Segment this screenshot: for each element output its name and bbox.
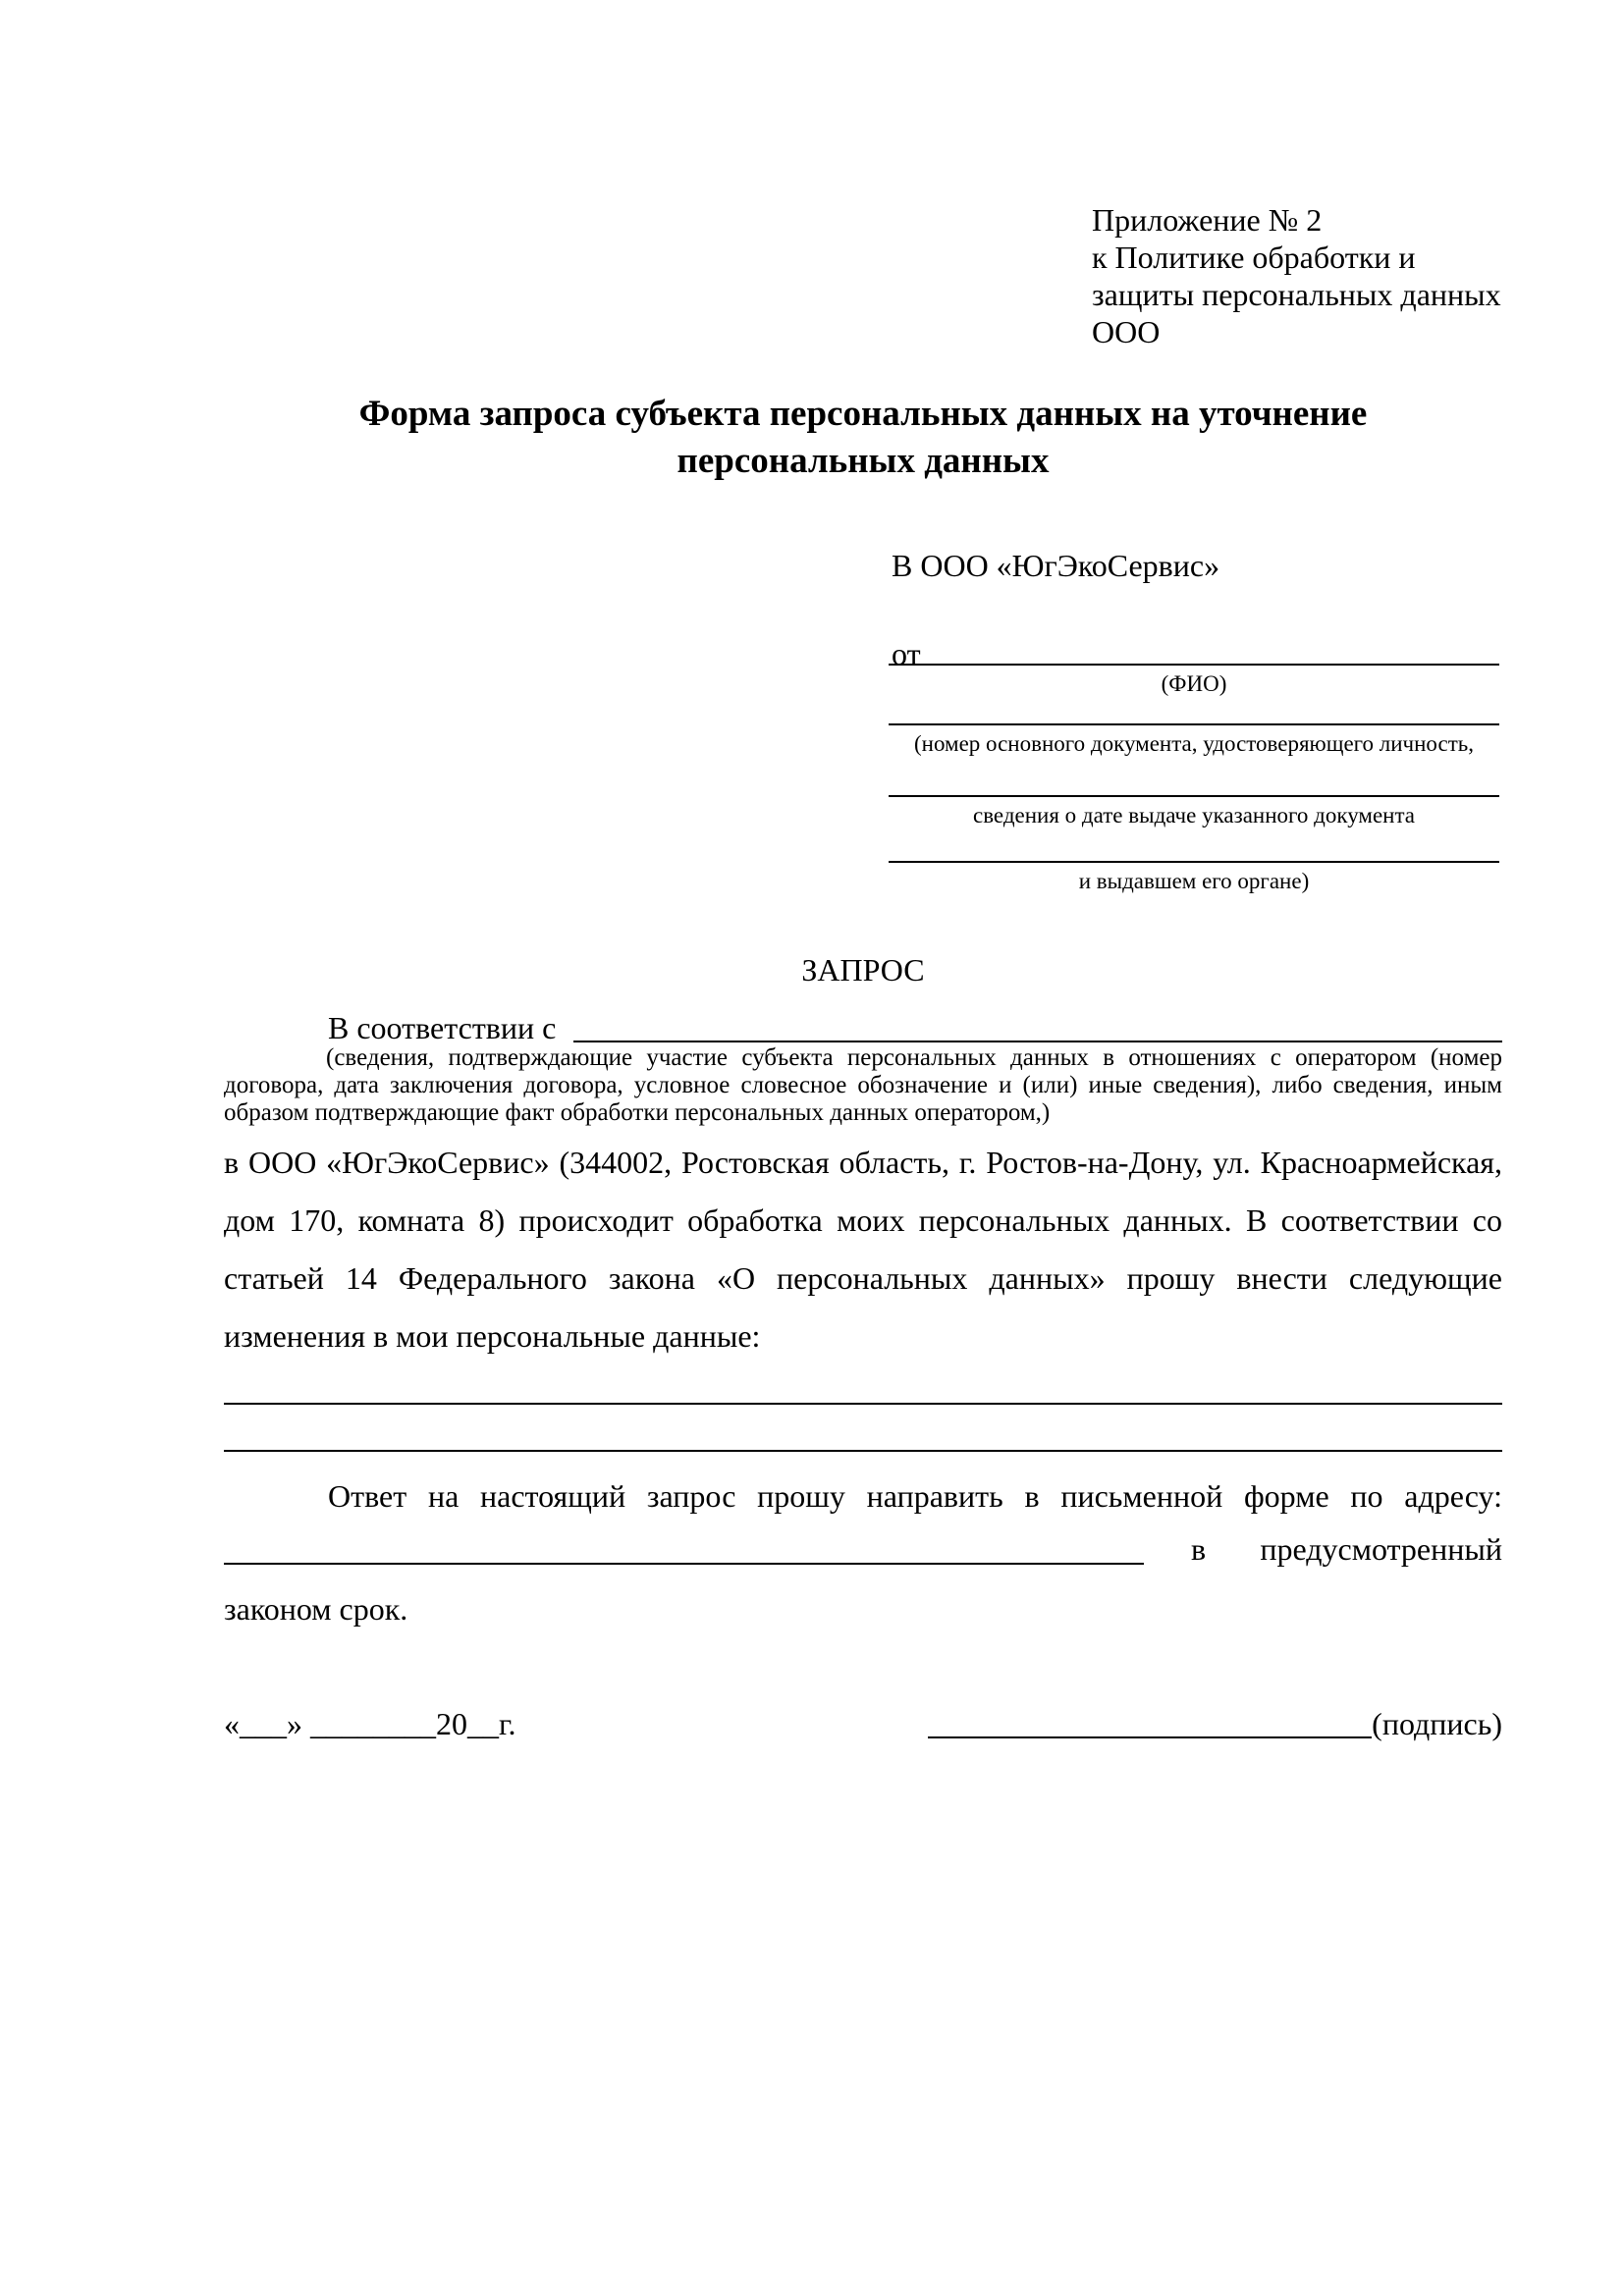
fill-field-issuing-authority — [889, 861, 1499, 894]
accordance-fill-line — [224, 1007, 1502, 1048]
fill-field-issuing-authority-caption: и выдавшем его органе) — [1078, 869, 1310, 893]
accordance-prefix: В соответствии с — [328, 1010, 565, 1045]
page-title — [224, 391, 1502, 485]
address-blank-line — [224, 1527, 1144, 1565]
fill-field-issue-date-caption: сведения о дате выдаче указанного документа — [972, 803, 1416, 828]
reply-word-v: в — [1191, 1531, 1207, 1567]
fill-field-issue-date — [889, 795, 1499, 828]
annex-note-line: Приложение № 2 — [1092, 202, 1323, 238]
changes-blank-line-2 — [224, 1450, 1502, 1452]
annex-note — [1092, 201, 1501, 350]
from-label: от — [892, 636, 921, 671]
fill-field-fio-caption: (ФИО) — [1161, 671, 1227, 696]
date-blank: «___» ________20__г. — [224, 1706, 516, 1741]
signature-blank-line — [928, 1703, 1372, 1738]
annex-note-line: защиты персональных данных — [1092, 277, 1501, 312]
request-heading: ЗАПРОС — [801, 952, 925, 988]
accordance-footnote: (сведения, подтверждающие участие субъекта персональных данных в отношениях с оператором (номер договора, дата заключения договора, условное словесное обозначение и (или) иные сведения), либо сведения, иным образом подтверждающие факт обработки персональных данных оператором,) — [224, 1044, 1502, 1126]
page-title-line-2: персональных данных — [677, 441, 1050, 481]
reply-paragraph-line-3: законом срок. — [224, 1591, 408, 1627]
page-title-line-1: Форма запроса субъекта персональных данных на уточнение — [358, 394, 1368, 434]
reply-paragraph-line-1: Ответ на настоящий запрос прошу направить в письменной форме по адресу: — [328, 1478, 1502, 1514]
body-paragraph: в ООО «ЮгЭкоСервис» (344002, Ростовская область, г. Ростов-на-Дону, ул. Красноармейская, дом 170, комната 8) происходит обработка моих персональных данных. В соответствии со статьей 14 Федерального закона «О персональных данных» прошу внести следующие изменения в мои персональные данные: — [224, 1145, 1502, 1354]
recipient-organization: В ООО «ЮгЭкоСервис» — [892, 548, 1220, 583]
fill-field-fio — [889, 664, 1499, 697]
fill-field-document-number-caption: (номер основного документа, удостоверяющего личность, — [913, 731, 1474, 756]
fill-field-document-number — [889, 723, 1499, 757]
changes-blank-line-1 — [224, 1403, 1502, 1405]
annex-note-line: к Политике обработки и — [1092, 240, 1416, 275]
accordance-blank-line — [573, 1007, 1502, 1042]
signature-field — [928, 1703, 1502, 1744]
signature-caption: (подпись) — [1372, 1706, 1502, 1741]
annex-note-line: ООО — [1092, 314, 1161, 349]
reply-word-predusmotrennyy: предусмотренный — [1260, 1531, 1502, 1567]
reply-address-fill-line — [224, 1527, 1502, 1571]
